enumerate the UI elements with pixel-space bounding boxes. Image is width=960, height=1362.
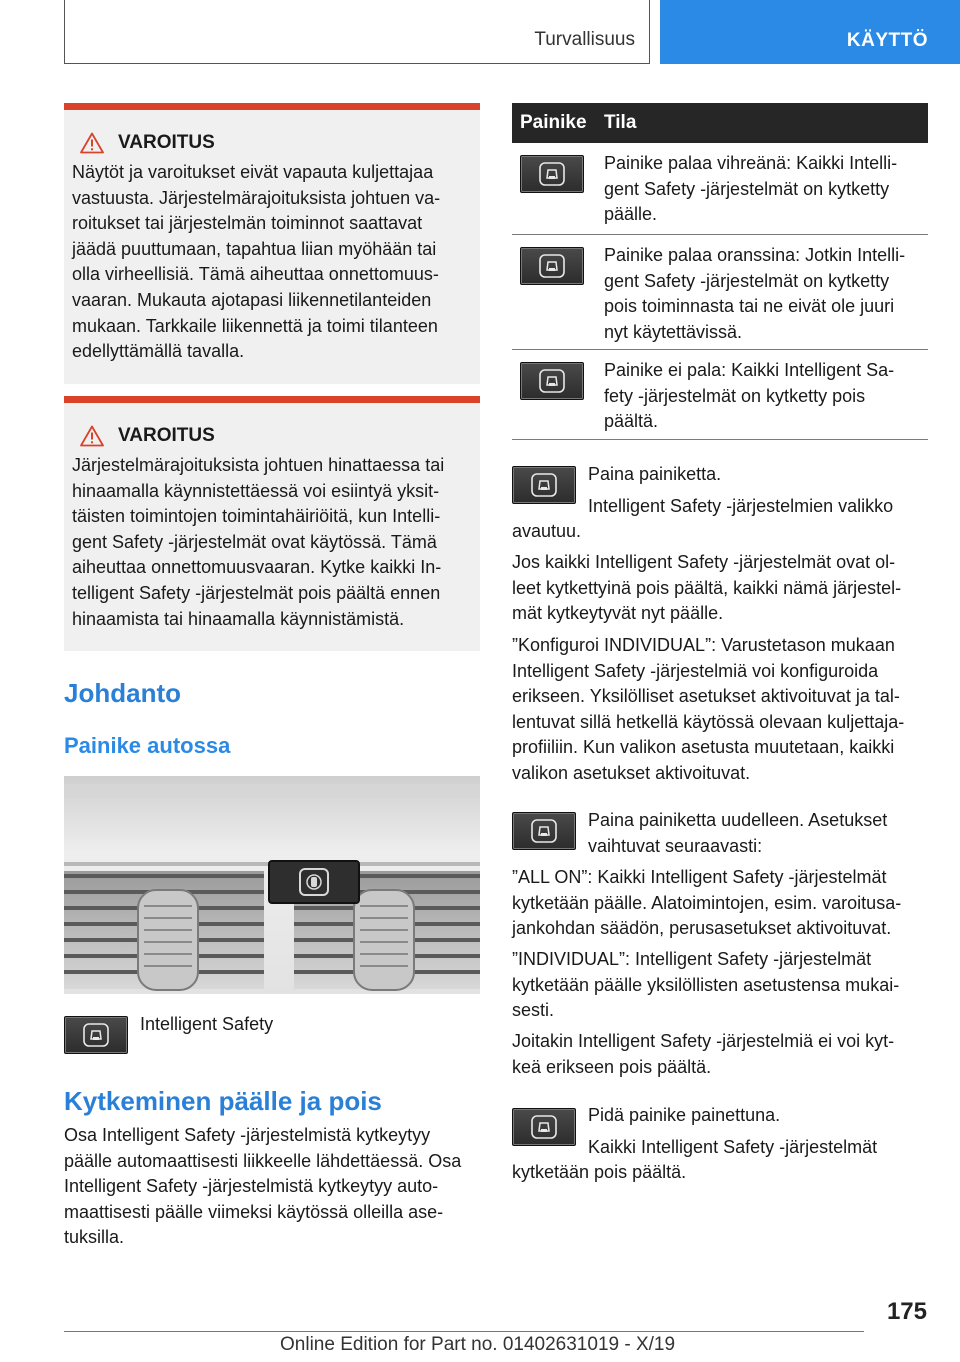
button-caption: Intelligent Safety: [140, 1014, 274, 1034]
table-header-state: Tila: [604, 112, 637, 133]
step-press-result: Intelligent Safety -järjestelmien valikko: [588, 496, 894, 516]
table-header: [512, 103, 928, 143]
table-row: [512, 143, 928, 235]
header-section-title: Turvallisuus: [534, 29, 635, 50]
step-press-result-cont: avautuu.: [512, 521, 582, 541]
table-row: [512, 235, 928, 350]
table-cell-state: Painike palaa vihreänä: Kaikki Intelli- gent Safety -järjestelmät on kytketty päälle.: [604, 153, 898, 224]
intelligent-safety-button-icon: [512, 812, 576, 850]
paragraph-all-on: ”ALL ON”: Kaikki Intelligent Safety -järjestelmät kytketään päälle. Alatoimintojen, esim. varoitusa- jankohdan säädön, perusasetukset aktivoituvat.: [512, 867, 902, 938]
warning-box-2: [64, 396, 480, 651]
subheading-button-in-car: Painike autossa: [64, 733, 231, 758]
step-press-again: Paina painiketta uudelleen. Asetukset vaihtuvat seuraavasti:: [588, 810, 888, 856]
intelligent-safety-button-icon: [520, 155, 584, 193]
intelligent-safety-button-icon: [520, 247, 584, 285]
footer-edition-text: Online Edition for Part no. 01402631019 - X/19: [280, 1334, 676, 1355]
warning-box-1: [64, 103, 480, 384]
step-hold-result: Kaikki Intelligent Safety -järjestelmät: [588, 1137, 878, 1157]
table-row: [512, 350, 928, 440]
paragraph-all-off: Jos kaikki Intelligent Safety -järjestelmät ovat ol- leet kytkettyinä pois päältä, kaikki nämä järjestel- mät kytkeytyvät nyt päälle.: [512, 552, 902, 623]
paragraph-configure: ”Konfiguroi INDIVIDUAL”: Varustetason mukaan Intelligent Safety -järjestelmiä voi konfiguroida erikseen. Yksilölliset asetukset aktivoituvat ja tal- lentuvat sillä hetkellä käytössä olevaan kuljettaja- profiiliin. Kun valikon asetusta muutetaan, kaikki valikon asetukset aktivoituvat.: [512, 635, 905, 783]
header-chapter-tab: [660, 0, 960, 64]
car-dashboard-photo: [64, 776, 480, 994]
intelligent-safety-button-icon: [512, 466, 576, 504]
table-cell-state: Painike ei pala: Kaikki Intelligent Sa- fety -järjestelmät on kytketty pois päältä.: [604, 360, 895, 431]
page-number: 175: [886, 1298, 927, 1325]
step-hold-result-cont: kytketään pois päältä.: [512, 1162, 687, 1182]
table-header-button: Painike: [520, 112, 587, 133]
warning-text: Näytöt ja varoitukset eivät vapauta kuljettajaa vastuusta. Järjestelmärajoituksista johtuen va- roitukset tai järjestelmän toiminnot saattavat jäädä puuttumaan, tapahtua liian myöhään tai olla virheellisiä. Tämä aiheuttaa onnettomuus- vaaran. Mukauta ajotapasi liikennetilanteiden mukaan. Tarkkaile liikennettä ja toimi tilanteen edellyttämällä tavalla.: [72, 162, 441, 362]
intelligent-safety-button-icon: [512, 1108, 576, 1146]
header-section-box: [64, 0, 650, 64]
warning-text: Järjestelmärajoituksista johtuen hinattaessa tai hinaamalla käynnistettäessä voi esiintyä yksit- täisten toimintojen toimintahäiriöitä, kun Intelli- gent Safety -järjestelmät ovat käytössä. Tämä aiheuttaa onnettomuusvaaran. Kytke kaikki In- telligent Safety -järjestelmät pois päältä ennen hinaamista tai hinaamalla käynnistämistä.: [72, 455, 445, 629]
intelligent-safety-button-icon: [64, 1016, 128, 1054]
warning-title: VAROITUS: [118, 132, 215, 153]
warning-triangle-icon: [80, 132, 104, 154]
paragraph-some-systems: Joitakin Intelligent Safety -järjestelmiä ei voi kyt- keä erikseen pois päältä.: [512, 1031, 895, 1077]
button-state-table: [512, 103, 928, 440]
footer-divider: [64, 1331, 864, 1332]
section-heading-switching: Kytkeminen päälle ja pois: [64, 1086, 382, 1116]
intelligent-safety-button-icon: [520, 362, 584, 400]
table-cell-state: Painike palaa oranssina: Jotkin Intelli- gent Safety -järjestelmät on kytketty pois toiminnasta tai ne eivät ole juuri nyt käytettävissä.: [604, 245, 906, 342]
step-press: Paina painiketta.: [588, 464, 722, 484]
paragraph-individual: ”INDIVIDUAL”: Intelligent Safety -järjestelmät kytketään päälle yksilöllisten asetustensa mukai- sesti.: [512, 949, 900, 1020]
warning-title: VAROITUS: [118, 425, 215, 446]
warning-triangle-icon: [80, 425, 104, 447]
section-heading-intro: Johdanto: [64, 678, 181, 708]
switching-paragraph: Osa Intelligent Safety -järjestelmistä kytkeytyy päälle automaattisesti liikkeelle lähdettäessä. Osa Intelligent Safety -järjestelmistä kytkeytyy auto- maattisesti päälle viimeksi käytössä olleilla ase- tuksilla.: [64, 1125, 462, 1247]
header-chapter-label: KÄYTTÖ: [846, 30, 928, 51]
step-hold: Pidä painike painettuna.: [588, 1105, 781, 1125]
